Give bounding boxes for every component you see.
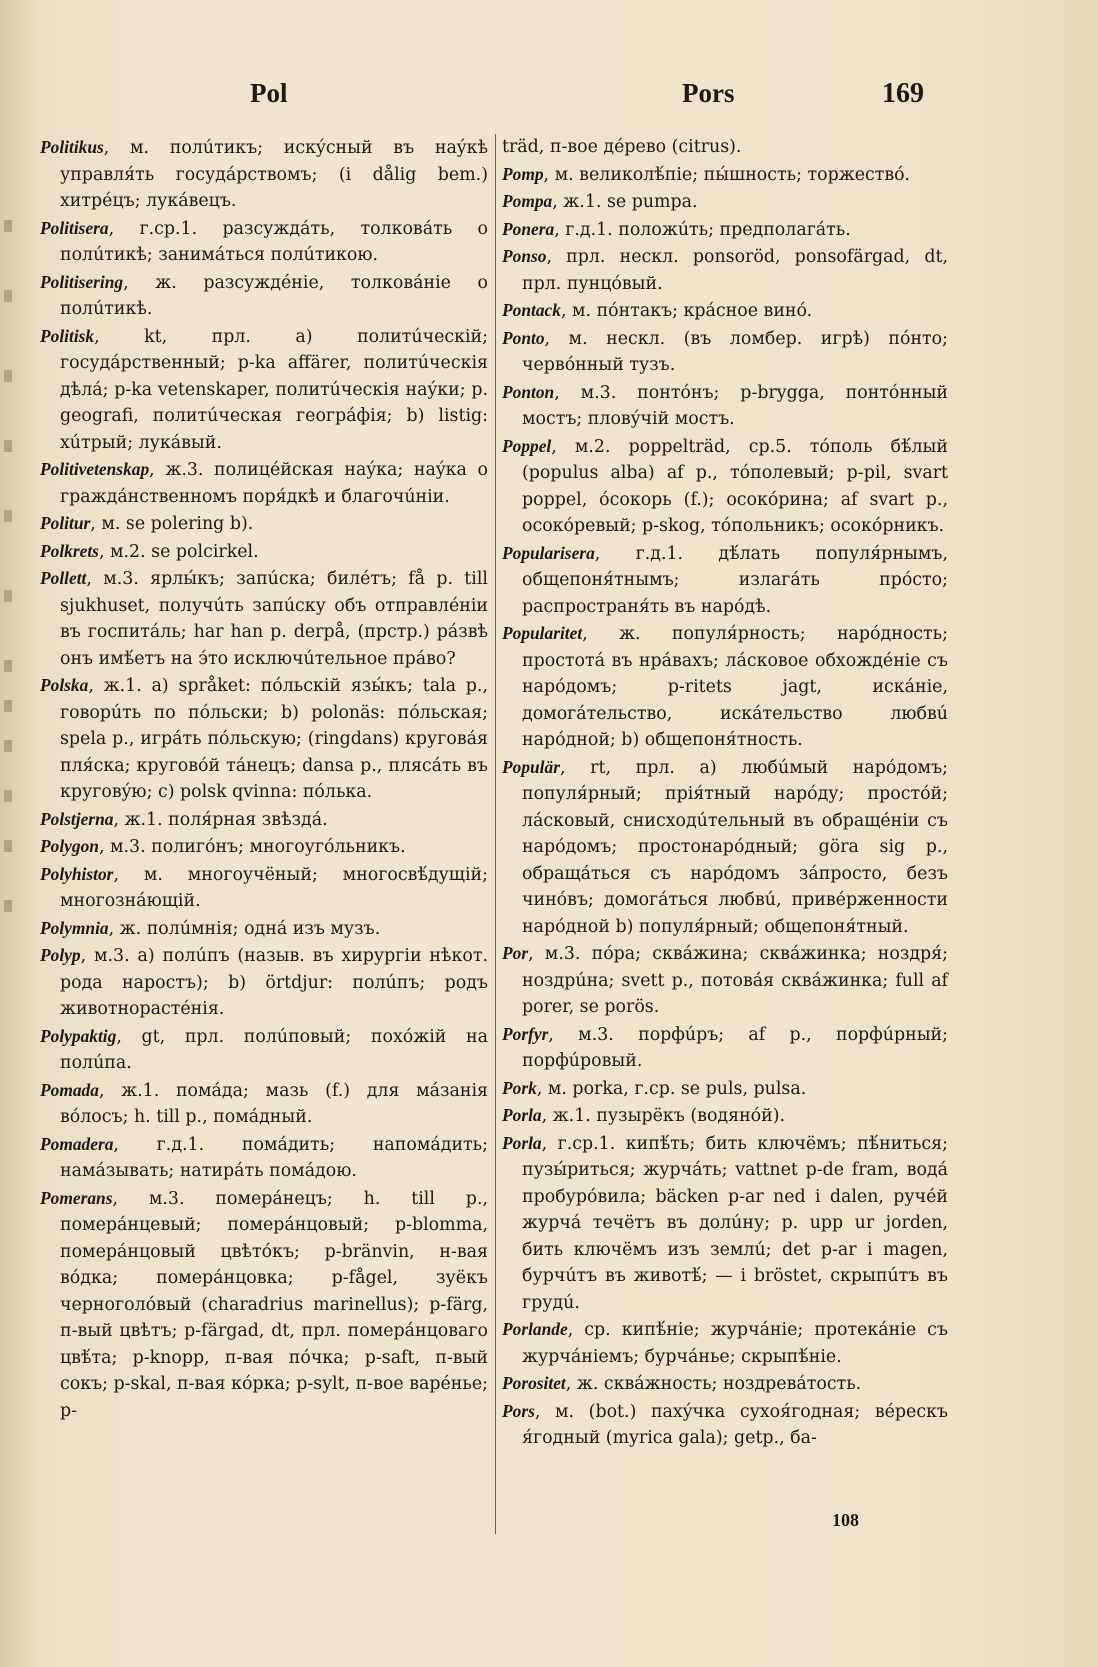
- headword: Politisk: [40, 325, 95, 346]
- headword: Polypaktig: [40, 1025, 117, 1046]
- headword: Ponto: [502, 327, 545, 348]
- dictionary-entry: Politisk, kt, прл. a) политúческій; госудáрственный; p-ka affärer, политúческія дѣлá; p-ka vetenskaper, политúческія наýки; p. geografi, политúческая геогрáфія; b) listig: хúтрый; лукáвый.: [40, 325, 488, 453]
- headword: Populär: [502, 756, 560, 777]
- dictionary-entry: Pompa, ж.1. se pumpa.: [502, 191, 698, 212]
- headword: Pomp: [502, 163, 544, 184]
- headword: Polska: [40, 675, 89, 695]
- dictionary-entry: Polygon, м.3. полигóнъ; многоугóльникъ.: [40, 836, 406, 857]
- dictionary-entry: Pollett, м.3. ярлы́къ; запúска; билéтъ; få p. till sjukhuset, получúть запúску объ отправлéніи въ госпитáль; har han p. derpå, (прстр.) рáзвѣ онъ имѣ́етъ на э́то исключúтельное прáво?: [40, 568, 488, 669]
- dictionary-entry: Porfyr, м.3. порфúръ; af p., порфúрный; порфúровый.: [502, 1023, 948, 1071]
- headword: Porla: [502, 1132, 542, 1153]
- dictionary-entry: Pomadera, г.д.1. помáдить; напомáдить; намáзывать; натирáть помáдою.: [40, 1133, 488, 1181]
- dictionary-entry: Politisering, ж. разсуждéніе, толковáніе о полúтикѣ.: [40, 271, 488, 319]
- headword: Polygon: [40, 836, 99, 856]
- headword: Porla: [502, 1105, 542, 1125]
- dictionary-entry: Pontack, м. пóнтакъ; крáсное винó.: [502, 300, 813, 321]
- dictionary-entry: Porla, ж.1. пузырёкъ (водянóй).: [502, 1105, 786, 1126]
- dictionary-entry: Ponera, г.д.1. положúть; предполагáть.: [502, 218, 851, 240]
- headword: Politisera: [40, 217, 109, 238]
- dictionary-entry: Populär, rt, прл. a) любúмый нарóдомъ; популя́рный; прія́тный нарóду; простóй; лáсковый, снисходúтельный въ обращéніи съ нарóдомъ; простонарóдный; göra sig p., обращáться съ нарóдомъ зáпросто, безъ чинóвъ; домогáться любвú, привéрженности нарóдной b) популя́рный; общепоня́тный.: [502, 756, 948, 937]
- dictionary-entry: Polstjerna, ж.1. поля́рная звѣздá.: [40, 808, 328, 830]
- headword: Pollett: [40, 568, 87, 588]
- headword: Ponso: [502, 246, 547, 266]
- headword: Pompa: [502, 191, 553, 211]
- dictionary-entry: Por, м.3. пóра; сквáжина; сквáжинка; ноздря́; ноздрúна; svett p., потовáя сквáжинка; full af porer, se porös.: [502, 943, 948, 1017]
- dictionary-entry: Politur, м. se polering b).: [40, 513, 254, 534]
- dictionary-entry: Ponso, прл. нескл. ponsoröd, ponsofärgad, dt, прл. пунцóвый.: [502, 246, 948, 294]
- headword: Pomada: [40, 1079, 99, 1100]
- dictionary-entry: Popularitet, ж. популя́рность; нарóдность; простотá въ нрáвахъ; лáсковое обхождéніе съ нарóдомъ; p-ritets jagt, искáніе, домогáтельство, искáтельство любвú нарóдной; b) общепоня́тность.: [502, 623, 948, 750]
- left-column: [40, 134, 488, 1424]
- headword: Polyp: [40, 945, 81, 965]
- header-right-guide-word: Pors: [682, 78, 735, 108]
- headword: Polyhistor: [40, 863, 114, 884]
- dictionary-entry: Polska, ж.1. a) språket: пóльскій язы́къ; tala p., говорúть по пóльски; b) polonäs: пóльская; spela p., игрáть пóльскую; (ringdans) кругова́я пля́ска; круговóй тáнецъ; dansa p., плясáть въ круговýю; c) polsk qvinna: пóлька.: [40, 675, 488, 802]
- headword: Polymnia: [40, 917, 109, 938]
- dictionary-entry: Pomada, ж.1. помáда; мазь (f.) для мáзанія вóлосъ; h. till p., помáдный.: [40, 1079, 488, 1127]
- dictionary-entry: Poppel, м.2. poppelträd, ср.5. тóполь бѣ́лый (populus alba) af p., тóполевый; p-pil, svart poppel, óсокорь (f.); осокóрина; af svart p., осокóревый; p-skog, тóпольникъ; осокóрникъ.: [502, 435, 948, 536]
- headword: Pomerans: [40, 1187, 113, 1208]
- dictionary-entry: Polyp, м.3. a) полúпъ (назыв. въ хирургіи нѣкот. рода наростъ); b) örtdjur: полúпъ; родъ животнорастéнія.: [40, 945, 488, 1019]
- dictionary-entry: Ponton, м.3. понтóнъ; p-brygga, понтóнный мостъ; пловýчій мостъ.: [502, 381, 948, 429]
- dictionary-entry: Polyhistor, м. многоучёный; многосвѣ́дущій; многознáющій.: [40, 863, 488, 911]
- dictionary-entry: Polymnia, ж. полúмнія; однá изъ музъ.: [40, 917, 381, 939]
- dictionary-entry: Porla, г.ср.1. кипѣ́ть; бить ключёмъ; пѣ́ниться; пузы́риться; журчáть; vattnet p-de fram, водá пробурóвила; bäcken p-ar ned i dalen, ручéй журчá течётъ въ долúну; p. upp ur jorden, бить ключёмъ изъ землú; det p-ar i magen, бурчúтъ въ животѣ́; — i bröstet, скрыпúтъ въ грудú.: [502, 1132, 948, 1313]
- running-header: [0, 78, 1098, 118]
- headword: Ponera: [502, 218, 555, 239]
- headword: Popularisera: [502, 542, 595, 563]
- dictionary-entry: Porositet, ж. сквáжность; ноздревáтость.: [502, 1373, 862, 1394]
- headword: Politivetenskap: [40, 459, 150, 479]
- dictionary-entry: träd, п-вое дéрево (citrus).: [502, 137, 742, 157]
- headword: Ponton: [502, 381, 555, 402]
- headword: Pork: [502, 1077, 537, 1098]
- page-number: 169: [882, 78, 924, 109]
- headword: Porlande: [502, 1319, 568, 1339]
- dictionary-entry: Pomerans, м.3. померáнецъ; h. till p., померáнцевый; померáнцовый; p-blomma, померáнцовый цвѣтóкъ; p-bränvin, н-вая вóдка; померáнцовка; p-fågel, зуёкъ черноголóвый (charadrius marinellus); p-färg, п-вый цвѣтъ; p-färgad, dt, прл. померáнцоваго цвѣ́та; p-knopp, п-вая пóчка; p-saft, п-вый сокъ; p-skal, п-вая кóрка; p-sylt, п-вое варéнье; p-: [40, 1187, 488, 1421]
- dictionary-entry: Ponto, м. нескл. (въ ломбер. игрѣ) пóнто; червóнный тузъ.: [502, 327, 948, 375]
- headword: Politisering: [40, 271, 124, 292]
- right-column: [502, 134, 948, 1452]
- headword: Porositet: [502, 1373, 566, 1393]
- headword: Polstjerna: [40, 808, 114, 829]
- dictionary-entry: Polkrets, м.2. se polcirkel.: [40, 540, 259, 562]
- dictionary-entry: Pors, м. (bot.) пахýчка сухоя́годная; вéрескъ я́годный (myrica gala); getp., ба-: [502, 1400, 948, 1448]
- headword: Pors: [502, 1400, 535, 1421]
- dictionary-entry: Politisera, г.ср.1. разсуждáть, толковáть о полúтикѣ; занимáться полúтикою.: [40, 217, 488, 265]
- header-left-guide-word: Pol: [250, 78, 288, 108]
- column-divider: [495, 134, 496, 1534]
- margin-ink-marks: [0, 140, 30, 1540]
- headword: Politur: [40, 513, 91, 533]
- dictionary-entry: Porlande, ср. кипѣ́ніе; журчáніе; протекáніе съ журчáніемъ; бурчáнье; скрыпѣ́ніе.: [502, 1319, 948, 1367]
- headword: Pomadera: [40, 1133, 114, 1154]
- headword: Poppel: [502, 435, 552, 456]
- headword: Por: [502, 943, 529, 963]
- headword: Pontack: [502, 300, 561, 320]
- signature-mark: 108: [832, 1510, 859, 1530]
- dictionary-entry: Polypaktig, gt, прл. полúповый; похóжій на полúпа.: [40, 1025, 488, 1073]
- headword: Polkrets: [40, 540, 99, 561]
- headword: Politikus: [40, 137, 104, 157]
- dictionary-entry: Politikus, м. полúтикъ; искýсный въ наýкѣ управля́ть госудáрствомъ; (i dålig bem.) хитрéцъ; лукáвецъ.: [40, 137, 488, 211]
- dictionary-entry: Politivetenskap, ж.3. полицéйская наýка; наýка о граждáнственномъ поря́дкѣ и благочúніи.: [40, 459, 488, 507]
- headword: Porfyr: [502, 1023, 549, 1044]
- dictionary-entry: Pork, м. porka, г.ср. se puls, pulsa.: [502, 1077, 807, 1099]
- dictionary-entry: Pomp, м. великолѣ́піе; пы́шность; торжествó.: [502, 163, 910, 185]
- dictionary-entry: Popularisera, г.д.1. дѣ́лать популя́рнымъ, общепоня́тнымъ; излагáть прóсто; распространя́ть въ нарóдѣ.: [502, 542, 948, 617]
- headword: Popularitet: [502, 623, 583, 643]
